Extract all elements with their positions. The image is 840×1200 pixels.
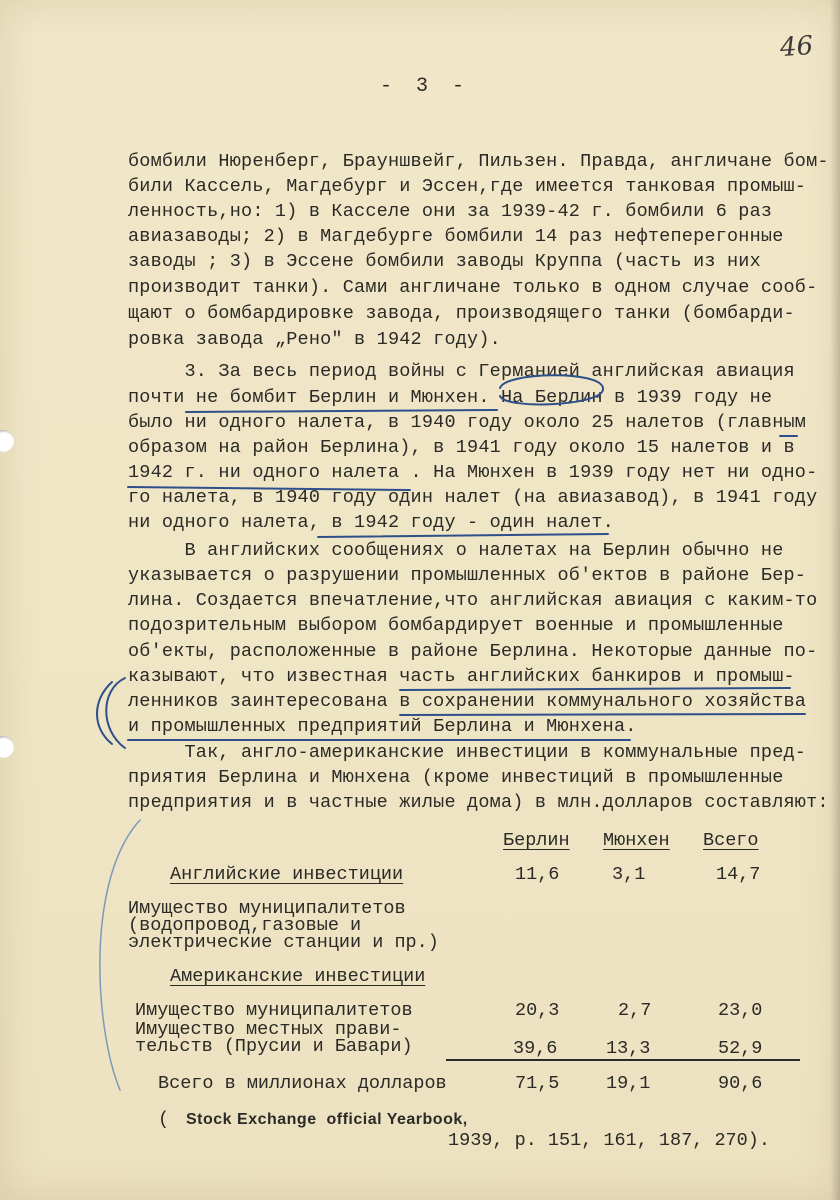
text-line: заводы ; 3) в Эссене бомбили заводы Круппа (часть из них (128, 251, 761, 272)
total-total-value: 90,6 (718, 1073, 763, 1094)
total-row-label: Всего в миллионах долларов (158, 1073, 447, 1094)
text-line: казывают, что известная часть английских банкиров и промыш- (128, 666, 795, 687)
english-note-line: Имущество муниципалитетов (128, 898, 406, 919)
local-govt-row-label: тельств (Прусии и Бавари) (135, 1036, 413, 1057)
text-line: ровка завода „Рено" в 1942 году). (128, 329, 501, 350)
text-line: били Кассель, Магдебург и Эссен,где имеется танковая промыш- (128, 176, 807, 197)
text-line: почти не бомбит Берлин и Мюнхен. На Берлин в 1939 году не (128, 387, 773, 408)
american-investments-label: Американские инвестиции (170, 966, 426, 987)
pen-bracket (106, 678, 125, 748)
pencil-margin-mark (100, 820, 140, 1090)
local-govt-berlin-value: 39,6 (513, 1038, 558, 1059)
english-berlin-value: 11,6 (515, 864, 560, 885)
total-munich-value: 19,1 (606, 1073, 651, 1094)
text-line: ленность,но: 1) в Касселе они за 1939-42 г. бомбили 6 раз (128, 201, 773, 222)
english-note-line: (водопровод,газовые и (128, 915, 362, 936)
english-note-line: электрические станции и пр.) (128, 932, 439, 953)
municipal-total-value: 23,0 (718, 1000, 763, 1021)
text-line: указывается о разрушении промышленных об'ектов в районе Бер- (128, 565, 807, 586)
text-line: лина. Создается впечатление,что английская авиация с каким-то (128, 590, 818, 611)
text-line: приятия Берлина и Мюнхена (кроме инвестиций в промышленные (128, 767, 784, 788)
local-govt-total-value: 52,9 (718, 1038, 763, 1059)
text-line: ленников заинтересована в сохранении коммунального хозяйства (128, 691, 807, 712)
archive-page-number: 46 (778, 30, 815, 64)
english-munich-value: 3,1 (612, 864, 646, 885)
column-header-munich: Мюнхен (603, 830, 670, 851)
text-line: было ни одного налета, в 1940 году около 25 налетов (главным (128, 412, 807, 433)
punch-hole-top (0, 430, 14, 452)
column-header-berlin: Берлин (503, 830, 570, 851)
text-line: об'екты, расположенные в районе Берлина. Некоторые данные по- (128, 641, 818, 662)
punch-hole-bottom (0, 736, 14, 758)
source-name: Stock Exchange official Yearbook, (186, 1111, 468, 1128)
text-line: го налета, в 1940 году один налет (на авиазавод), в 1941 году (128, 487, 818, 508)
text-line: авиазаводы; 2) в Магдебурге бомбили 14 раз нефтеперегонные (128, 226, 784, 247)
text-line: бомбили Нюренберг, Брауншвейг, Пильзен. Правда, англичане бом- (128, 151, 829, 172)
text-line: В английских сообщениях о налетах на Берлин обычно не (128, 540, 784, 561)
municipal-berlin-value: 20,3 (515, 1000, 560, 1021)
text-line: предприятия и в частные жилые дома) в млн.долларов составляют: (128, 792, 829, 813)
source-details: 1939, p. 151, 161, 187, 270). (448, 1130, 770, 1151)
sum-rule (446, 1059, 800, 1061)
total-berlin-value: 71,5 (515, 1073, 560, 1094)
english-investments-label: Английские инвестиции (170, 864, 404, 885)
local-govt-row-label: Имущество местных прави- (135, 1019, 402, 1040)
text-line: образом на район Берлина), в 1941 году около 15 налетов и в (128, 437, 795, 458)
column-header-total: Всего (703, 830, 759, 851)
municipal-row-label: Имущество муниципалитетов (135, 1000, 413, 1021)
text-line: и промышленных предприятий Берлина и Мюнхена. (128, 716, 637, 737)
text-line: Так, англо-американские инвестиции в коммунальные пред- (128, 742, 807, 763)
text-line: 1942 г. ни одного налета . На Мюнхен в 1939 году нет ни одно- (128, 462, 818, 483)
english-total-value: 14,7 (716, 864, 761, 885)
local-govt-munich-value: 13,3 (606, 1038, 651, 1059)
text-line: ни одного налета, в 1942 году - один налет. (128, 512, 614, 533)
pen-bracket (97, 682, 112, 744)
text-line: производит танки). Сами англичане только в одном случае сооб- (128, 277, 818, 298)
municipal-munich-value: 2,7 (618, 1000, 652, 1021)
text-line: подозрительным выбором бомбардирует военные и промышленные (128, 615, 784, 636)
text-line: 3. За весь период войны с Германией английская авиация (128, 361, 795, 382)
page-edge-shadow (830, 0, 840, 1200)
text-line: щают о бомбардировке завода, производящего танки (бомбарди- (128, 303, 795, 324)
page-number: - 3 - (380, 75, 471, 98)
source-open-paren: ( (158, 1109, 170, 1130)
